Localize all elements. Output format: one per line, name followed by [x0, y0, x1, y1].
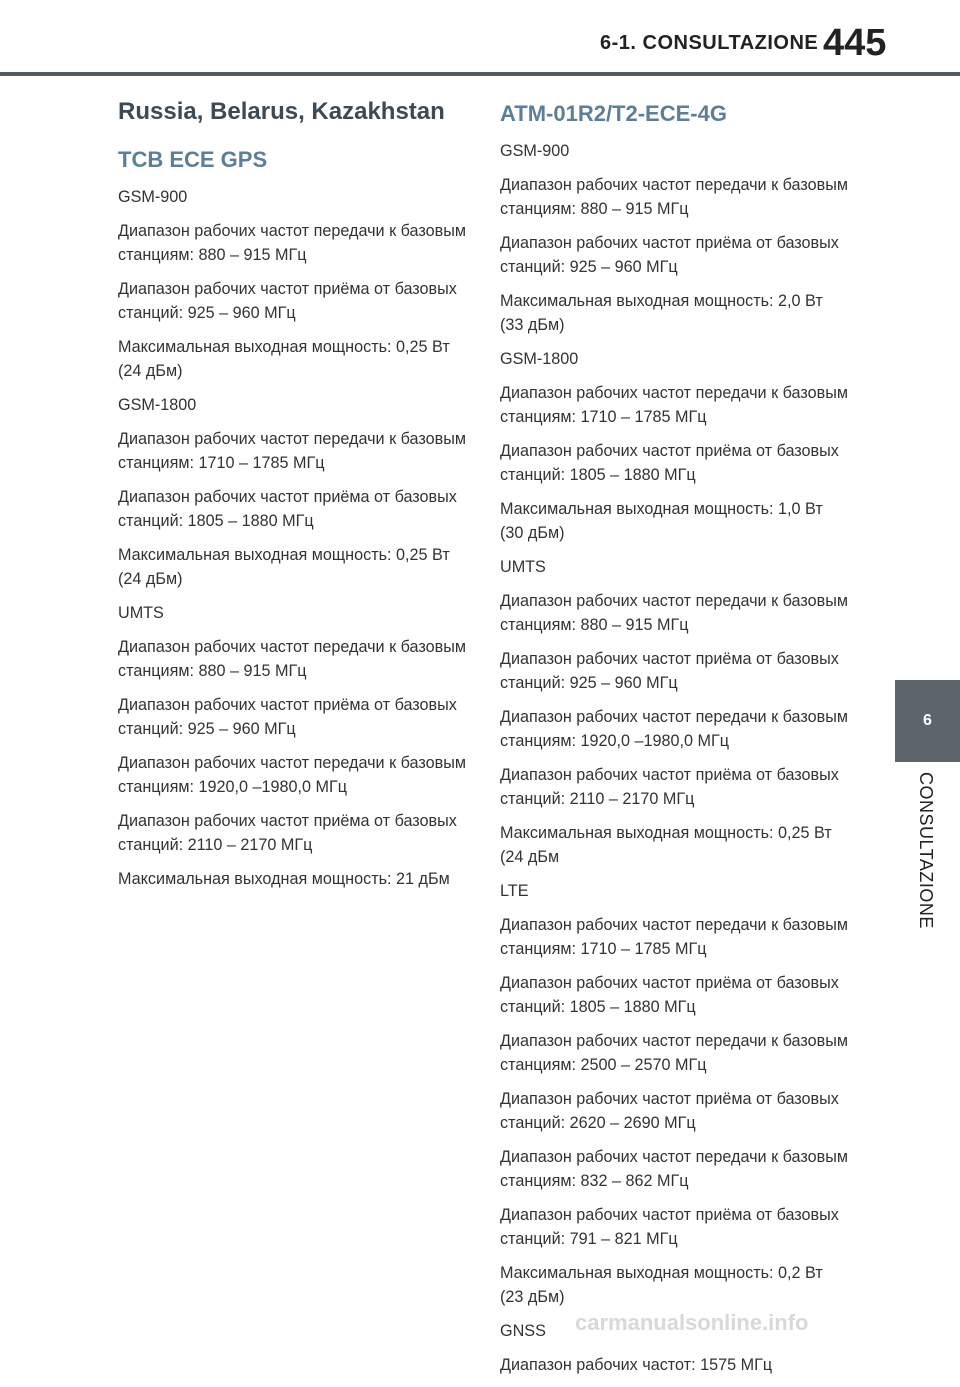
- paragraph: Диапазон рабочих частот: 1575 МГц: [500, 1356, 773, 1374]
- paragraph: Диапазон рабочих частот передачи к базовым станциям: 1710 – 1785 МГц: [500, 384, 848, 426]
- device-subtitle-right: ATM-01R2/T2-ECE-4G: [500, 101, 727, 126]
- paragraph: Диапазон рабочих частот приёма от базовых станций: 925 – 960 МГц: [500, 234, 839, 276]
- paragraph: Диапазон рабочих частот передачи к базовым станциям: 1710 – 1785 МГц: [500, 916, 848, 958]
- paragraph: Максимальная выходная мощность: 0,25 Вт (24 дБм): [118, 338, 450, 380]
- left-paragraphs: [118, 185, 468, 891]
- paragraph: Диапазон рабочих частот передачи к базовым станциям: 880 – 915 МГц: [118, 222, 466, 264]
- paragraph: Диапазон рабочих частот передачи к базовым станциям: 880 – 915 МГц: [500, 176, 848, 218]
- paragraph: GSM-900: [118, 188, 188, 206]
- paragraph: Диапазон рабочих частот приёма от базовых станций: 1805 – 1880 МГц: [118, 488, 457, 530]
- paragraph: Максимальная выходная мощность: 2,0 Вт (33 дБм): [500, 292, 823, 334]
- left-column: [118, 95, 468, 901]
- paragraph: Диапазон рабочих частот передачи к базовым станциям: 2500 – 2570 МГц: [500, 1032, 848, 1074]
- paragraph: Диапазон рабочих частот приёма от базовых станций: 925 – 960 МГц: [118, 280, 457, 322]
- paragraph: Диапазон рабочих частот приёма от базовых станций: 2110 – 2170 МГц: [118, 812, 457, 854]
- paragraph: Максимальная выходная мощность: 1,0 Вт (30 дБм): [500, 500, 823, 542]
- paragraph: Максимальная выходная мощность: 0,2 Вт (23 дБм): [500, 1264, 823, 1306]
- paragraph: UMTS: [500, 558, 546, 576]
- paragraph: Диапазон рабочих частот передачи к базовым станциям: 1920,0 –1980,0 МГц: [118, 754, 466, 796]
- paragraph: GSM-1800: [500, 350, 579, 368]
- paragraph: Диапазон рабочих частот передачи к базовым станциям: 1920,0 –1980,0 МГц: [500, 708, 848, 750]
- paragraph: Диапазон рабочих частот приёма от базовых станций: 791 – 821 МГц: [500, 1206, 839, 1248]
- paragraph: Диапазон рабочих частот приёма от базовых станций: 2110 – 2170 МГц: [500, 766, 839, 808]
- chapter-tab: 6: [895, 680, 960, 762]
- paragraph: Диапазон рабочих частот приёма от базовых станций: 1805 – 1880 МГц: [500, 442, 839, 484]
- paragraph: GNSS: [500, 1322, 546, 1340]
- section-title: 6-1. CONSULTAZIONE: [600, 32, 819, 54]
- paragraph: Диапазон рабочих частот приёма от базовых станций: 1805 – 1880 МГц: [500, 974, 839, 1016]
- page-header: [0, 0, 960, 78]
- paragraph: UMTS: [118, 604, 164, 622]
- chapter-side-label: CONSULTAZIONE: [916, 772, 936, 929]
- header-rule: [0, 72, 960, 76]
- paragraph: LTE: [500, 882, 529, 900]
- watermark: carmanualsonline.info: [575, 1310, 809, 1335]
- paragraph: Диапазон рабочих частот приёма от базовых станций: 925 – 960 МГц: [118, 696, 457, 738]
- page-number: 445: [823, 22, 887, 64]
- region-title: Russia, Belarus, Kazakhstan: [118, 98, 445, 125]
- paragraph: Диапазон рабочих частот передачи к базовым станциям: 880 – 915 МГц: [500, 592, 848, 634]
- paragraph: Диапазон рабочих частот передачи к базовым станциям: 1710 – 1785 МГц: [118, 430, 466, 472]
- paragraph: Диапазон рабочих частот приёма от базовых станций: 925 – 960 МГц: [500, 650, 839, 692]
- device-subtitle-left: TCB ECE GPS: [118, 147, 268, 172]
- paragraph: GSM-900: [500, 142, 570, 160]
- paragraph: GSM-1800: [118, 396, 197, 414]
- paragraph: Максимальная выходная мощность: 0,25 Вт (24 дБм: [500, 824, 832, 866]
- right-paragraphs: [500, 139, 850, 1377]
- paragraph: Диапазон рабочих частот передачи к базовым станциям: 880 – 915 МГц: [118, 638, 466, 680]
- paragraph: Максимальная выходная мощность: 21 дБм: [118, 870, 450, 888]
- paragraph: Диапазон рабочих частот приёма от базовых станций: 2620 – 2690 МГц: [500, 1090, 839, 1132]
- right-column: [500, 95, 850, 1387]
- paragraph: Максимальная выходная мощность: 0,25 Вт (24 дБм): [118, 546, 450, 588]
- paragraph: Диапазон рабочих частот передачи к базовым станциям: 832 – 862 МГц: [500, 1148, 848, 1190]
